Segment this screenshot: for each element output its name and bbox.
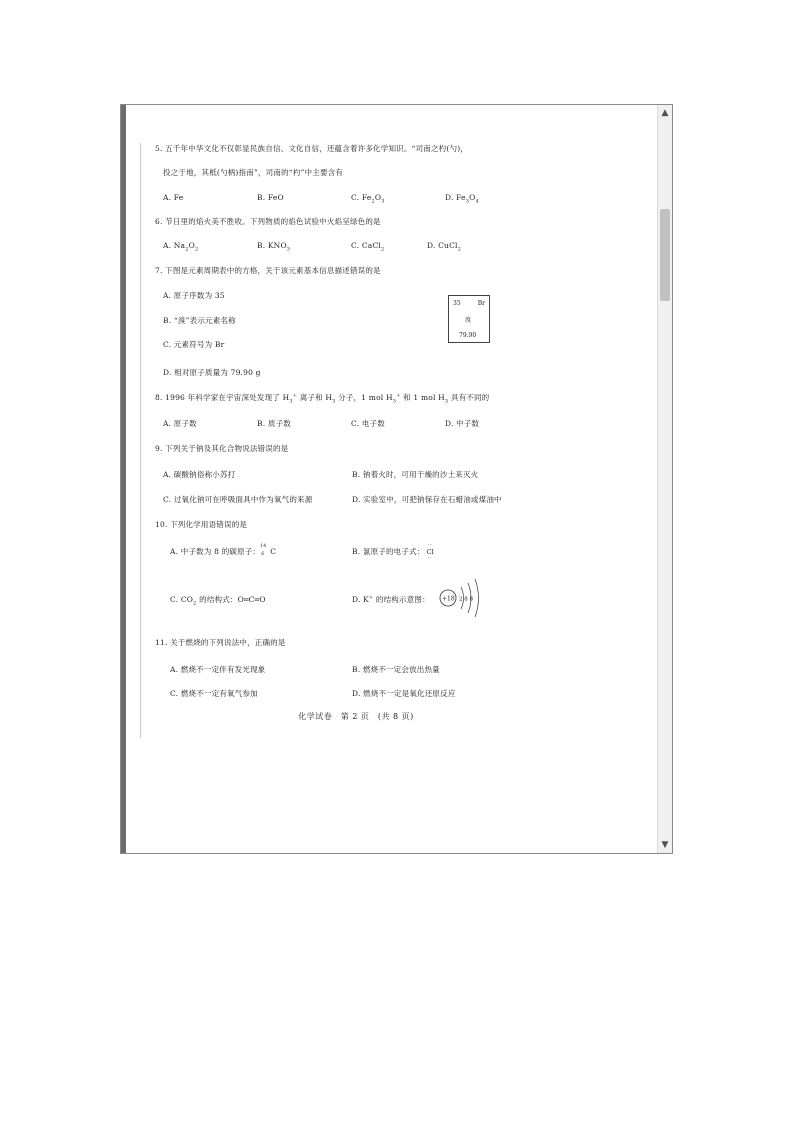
q8-option-d: D. 中子数 — [445, 419, 480, 428]
k-ion-structure-diagram — [437, 575, 487, 621]
q5-stem-line1: 5. 五千年中华文化不仅彰显民族自信、文化自信，还蕴含着许多化学知识。“司南之杓(勺)， — [155, 144, 469, 153]
page-footer: 化学试卷 第 2 页 (共 8 页) — [298, 712, 414, 721]
q11-option-a: A. 燃烧不一定伴有发光现象 — [170, 665, 266, 674]
scrollbar-thumb[interactable] — [660, 209, 670, 301]
vertical-scrollbar[interactable] — [657, 105, 672, 853]
q11-option-c: C. 燃烧不一定有氧气参加 — [170, 689, 258, 698]
element-number: 35 — [453, 300, 461, 307]
q6-stem: 6. 节日里的焰火美不胜收。下列物质的焰色试验中火焰呈绿色的是 — [155, 217, 381, 226]
q5-stem-line2: 投之于地，其柢(勺柄)指南”，司南的“杓”中主要含有 — [163, 168, 344, 177]
q5-option-b: B. FeO — [257, 193, 284, 202]
chevron-down-icon[interactable]: ▼ — [661, 840, 669, 850]
q5-option-d: D. $Fe_3O_4$ — [445, 193, 479, 205]
scan-margin-line — [140, 143, 141, 738]
q9-stem: 9. 下列关于钠及其化合物说法错误的是 — [155, 444, 289, 453]
isotope-mass-number: 14 — [260, 544, 267, 549]
element-name: 溴 — [465, 317, 472, 324]
element-mass: 79.90 — [459, 332, 477, 339]
element-symbol: Br — [477, 300, 485, 307]
q11-stem: 11. 关于燃烧的下列说法中，正确的是 — [155, 638, 286, 647]
scanned-page — [126, 105, 659, 853]
q8-stem: 8. 1996 年科学家在宇宙深处发现了 $H_3^+$ 离子和 $H_3$ 分子，1 mol $H_3^+$ 和 1 mol $H_3$ 具有不同的 — [155, 392, 490, 405]
chevron-up-icon[interactable]: ▲ — [661, 108, 669, 118]
nucleus-charge: +18 — [442, 595, 455, 603]
q5-option-a: A. Fe — [163, 193, 184, 202]
q9-option-b: B. 钠着火时，可用干燥的沙土来灭火 — [352, 470, 479, 479]
q9-option-c: C. 过氧化钠可在呼吸面具中作为氧气的来源 — [163, 495, 313, 504]
q8-option-b: B. 质子数 — [257, 419, 291, 428]
q10-option-c: C. $CO_2$ 的结构式：O═C═O — [170, 595, 266, 607]
q6-option-d: D. CuCl$_2$ — [427, 241, 462, 253]
q7-option-c: C. 元素符号为 Br — [163, 340, 225, 349]
document-viewer[interactable] — [120, 104, 673, 854]
q7-option-a: A. 原子序数为 35 — [163, 291, 225, 300]
q7-option-d: D. 相对原子质量为 79.90 g — [163, 368, 261, 377]
q7-stem: 7. 下图是元素周期表中的方格，关于该元素基本信息描述错误的是 — [155, 266, 381, 275]
q9-option-a: A. 碳酸钠俗称小苏打 — [163, 470, 236, 479]
q11-option-d: D. 燃烧不一定是氧化还原反应 — [352, 689, 456, 698]
q11-option-b: B. 燃烧不一定会放出热量 — [352, 665, 440, 674]
q7-option-b: B. “溴”表示元素名称 — [163, 316, 236, 325]
q5-option-c: C. $Fe_2O_3$ — [351, 193, 385, 205]
chlorine-electron-dot: ·· Cl ·· — [426, 542, 434, 561]
q6-option-b: B. $KNO_3$ — [257, 241, 291, 253]
q9-option-d: D. 实验室中，可把钠保存在石蜡油或煤油中 — [352, 495, 502, 504]
periodic-table-cell — [448, 295, 490, 343]
shell-electrons: 2 8 8 — [459, 596, 473, 603]
q10-option-b: B. 氯原子的电子式： ·· Cl ·· — [352, 542, 434, 561]
isotope-atomic-number: 6 — [261, 552, 265, 557]
q6-option-a: A. $Na_2O_2$ — [163, 241, 199, 253]
q10-option-a: A. 中子数为 8 的碳原子： 14 6 C — [170, 544, 277, 557]
q8-option-c: C. 电子数 — [351, 419, 385, 428]
q6-option-c: C. CaCl$_2$ — [351, 241, 385, 253]
q10-option-d: D. K+ 的结构示意图： — [352, 594, 430, 604]
q10-stem: 10. 下列化学用语错误的是 — [155, 520, 248, 529]
q8-option-a: A. 原子数 — [163, 419, 197, 428]
